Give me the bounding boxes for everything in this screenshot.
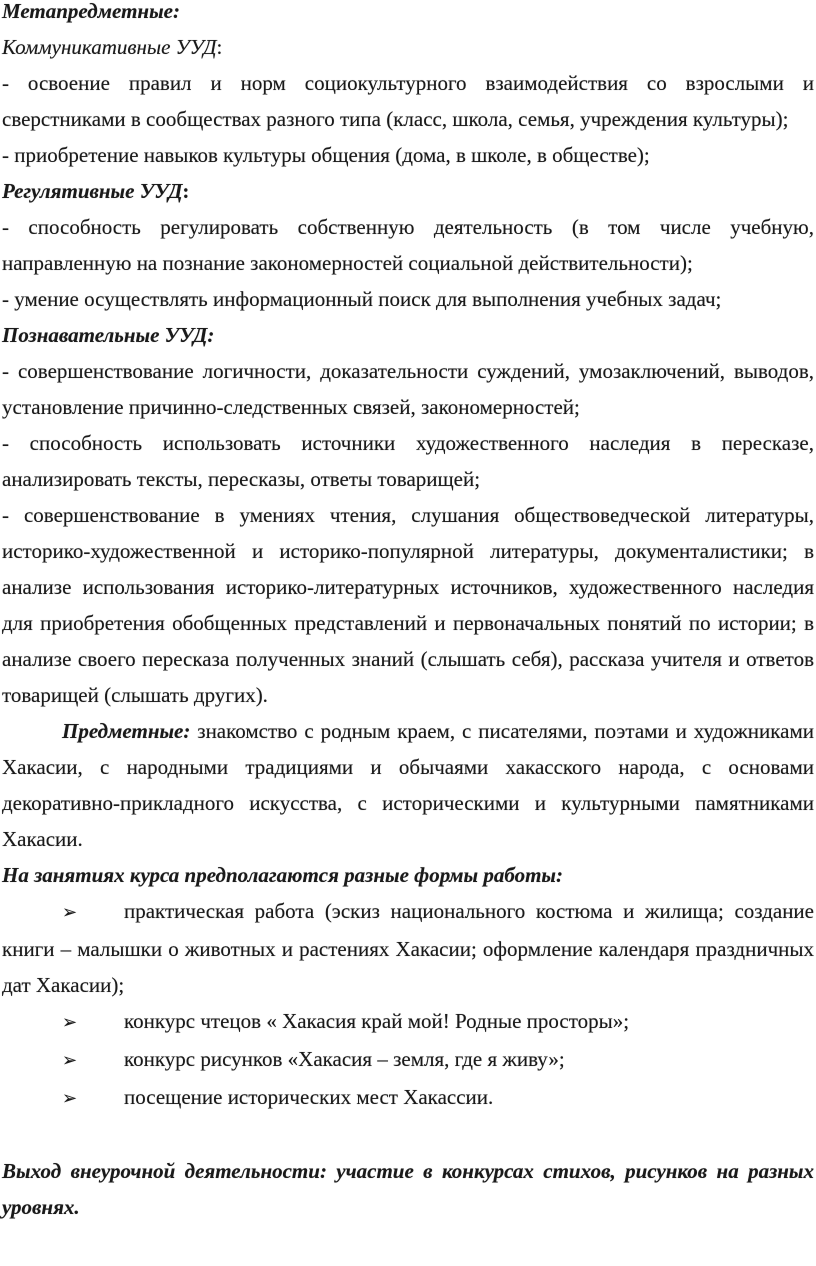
forms-item-text: практическая работа (эскиз национального костюма и жилища; создание книги – малышки о животных и растениях Хакасии; оформление календаря праздничных дат Хакасии); xyxy=(2,899,814,997)
cognitive-heading xyxy=(2,317,814,353)
regulative-item-1: - способность регулировать собственную деятельность (в том числе учебную, направленную на познание закономерностей социальной действительности); xyxy=(2,215,814,275)
forms-item-2 xyxy=(2,1003,814,1041)
forms-item-text: посещение исторических мест Хакассии. xyxy=(124,1085,494,1109)
outcome-paragraph xyxy=(2,1153,814,1225)
outcome-text: Выход внеурочной деятельности: участие в конкурсах стихов, рисунков на разных уровнях. xyxy=(2,1159,814,1219)
regulative-colon: : xyxy=(182,179,190,203)
cognitive-item-1: - совершенствование логичности, доказательности суждений, умозаключений, выводов, установление причинно-следственных связей, закономерностей; xyxy=(2,359,814,419)
communicative-heading xyxy=(2,29,814,65)
meta-heading-text: Метапредметные: xyxy=(2,0,180,23)
subject-text: знакомство с родным краем, с писателями, поэтами и художниками Хакасии, с народными традициями и обычаями хакасского народа, с основами декоративно-прикладного искусства, с историческими и культурными памятниками Хакасии. xyxy=(2,719,814,851)
subject-paragraph xyxy=(2,713,814,857)
communicative-item-2: - приобретение навыков культуры общения (дома, в школе, в обществе); xyxy=(2,143,650,167)
cognitive-title: Познавательные УУД: xyxy=(2,323,215,347)
subject-label: Предметные: xyxy=(62,719,191,743)
communicative-item-1: - освоение правил и норм социокультурного взаимодействия со взрослыми и сверстниками в сообществах разного типа (класс, школа, семья, учреждения культуры); xyxy=(2,71,814,131)
forms-heading xyxy=(2,857,814,893)
regulative-heading xyxy=(2,173,814,209)
forms-item-1 xyxy=(2,893,814,1003)
communicative-title: Коммуникативные УУД xyxy=(2,35,217,59)
forms-item-4 xyxy=(2,1079,814,1117)
forms-item-text: конкурс чтецов « Хакасия край мой! Родные просторы»; xyxy=(124,1009,630,1033)
forms-heading-text: На занятиях курса предполагаются разные формы работы: xyxy=(2,863,563,887)
meta-heading xyxy=(2,0,814,29)
cognitive-item-3: - совершенствование в умениях чтения, слушания обществоведческой литературы, историко-художественной и историко-популярной литературы, документалистики; в анализе использования историко-литературных источников, художественного наследия для приобретения обобщенных представлений и первоначальных понятий по истории; в анализе своего пересказа полученных знаний (слышать себя), рассказа учителя и ответов товарищей (слышать других). xyxy=(2,503,814,707)
spacer xyxy=(2,1117,814,1153)
document-page xyxy=(2,0,814,1225)
forms-item-3 xyxy=(2,1041,814,1079)
arrow-bullet-icon: ➢ xyxy=(62,1050,78,1071)
regulative-item-2: - умение осуществлять информационный поиск для выполнения учебных задач; xyxy=(2,287,722,311)
forms-item-text: конкурс рисунков «Хакасия – земля, где я живу»; xyxy=(124,1047,565,1071)
regulative-title: Регулятивные УУД xyxy=(2,179,183,203)
communicative-colon: : xyxy=(216,35,223,59)
arrow-bullet-icon: ➢ xyxy=(62,1012,78,1033)
cognitive-item-2: - способность использовать источники художественного наследия в пересказе, анализировать тексты, пересказы, ответы товарищей; xyxy=(2,431,814,491)
arrow-bullet-icon: ➢ xyxy=(62,902,78,923)
arrow-bullet-icon: ➢ xyxy=(62,1088,78,1109)
